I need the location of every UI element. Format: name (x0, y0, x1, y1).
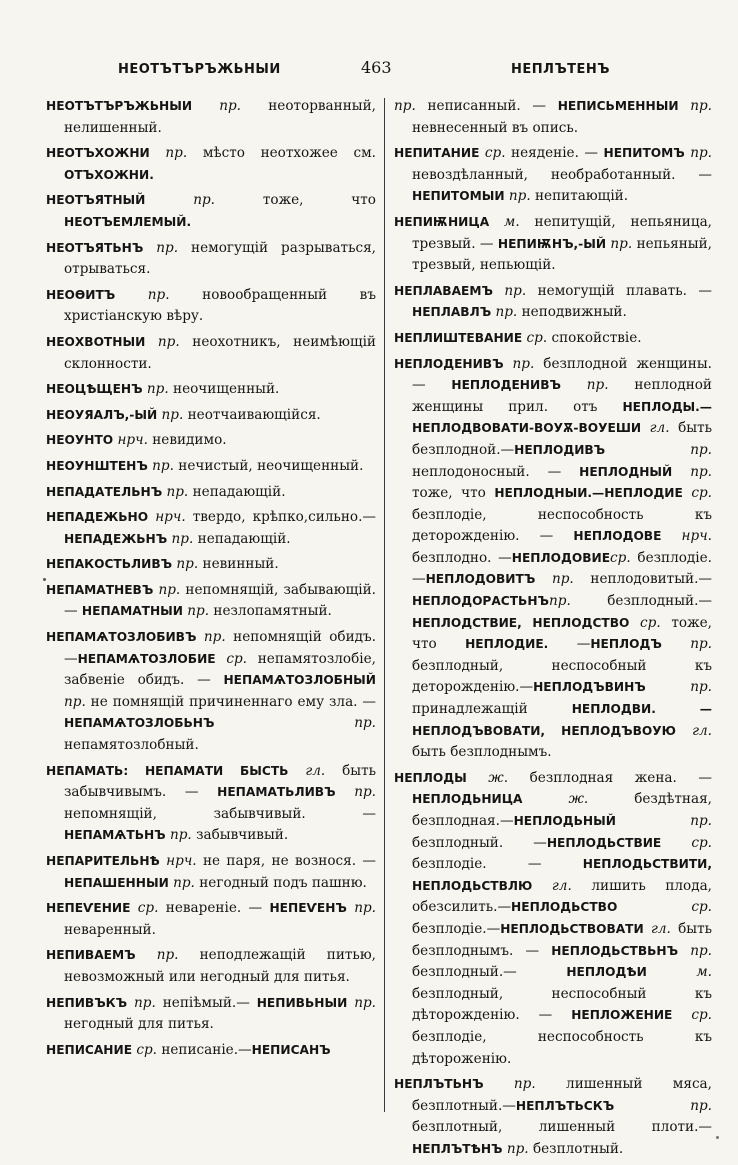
headword: НЕПЛОДОВИТЪ (425, 572, 536, 587)
definition-text: неплодной женщины прил. отъ (412, 377, 712, 415)
definition-text: не помнящій причиненнаго ему зла. — (85, 693, 376, 710)
grammar-label: пр. (196, 629, 226, 646)
headword: НЕПЛОДЫ (394, 770, 467, 785)
headword: НЕПЕѴЕНЪ (269, 901, 347, 916)
grammar-label: ср. (629, 614, 661, 631)
definition-text: непомнящій, забывчивый. — (64, 805, 376, 822)
page-number: 463 (361, 58, 392, 77)
definition-text: невоздѣланный, необработанный. — (412, 166, 712, 183)
definition-text: тоже, что (412, 485, 495, 502)
definition-text: безплодіе. — (412, 856, 583, 873)
definition-text: быть безплодной.— (412, 420, 712, 458)
grammar-label: пр. (145, 333, 180, 350)
dictionary-entry (394, 281, 712, 324)
headword: НЕОХВОТНЫИ (46, 334, 146, 349)
grammar-label: ср. (682, 485, 712, 502)
dictionary-entry (46, 430, 376, 452)
grammar-label: пр. (157, 406, 184, 423)
headword: НЕПАМѦТЬНЪ (64, 828, 166, 843)
print-speck (716, 1136, 719, 1139)
headword: НЕПЛОДСТВИЕ, НЕПЛОДСТВО (412, 615, 630, 630)
dictionary-entry (46, 993, 376, 1036)
definition-text: тоже, что (215, 192, 376, 209)
headword: НЕПЛОДЬНЫЙ (513, 814, 616, 828)
dictionary-entry (46, 627, 376, 757)
definition-text: непитущій, непьяница, трезвый. — (412, 213, 712, 252)
headword: НЕПЛОДОВЕ (573, 529, 662, 544)
grammar-label: пр. (560, 377, 609, 394)
headword: НЕПЛЪТЬНЪ (394, 1077, 484, 1092)
definition-text: неписаніе.— (157, 1041, 252, 1058)
grammar-label: пр. (503, 355, 535, 372)
headword: НЕПЛОДВИ. — НЕПЛОДЪВОВАТИ, НЕПЛОДЪВОУЮ (412, 702, 712, 738)
headword: НЕПЛОДОРАСТЬНЪ (412, 594, 549, 609)
dictionary-entry (46, 332, 376, 375)
definition-text: негодный подъ пашню. (194, 874, 367, 891)
grammar-label: нрч. (148, 509, 186, 526)
grammar-label: гл. (643, 920, 671, 937)
grammar-label: пр. (162, 483, 189, 500)
headword: НЕПИТОМЫИ (412, 189, 505, 204)
definition-text: безплодіе, неспособность къ дѣтороженію. (412, 1028, 712, 1067)
dictionary-entry (46, 285, 376, 328)
headword: НЕПЕѴЕНИЕ (46, 901, 131, 916)
grammar-label: пр. (115, 286, 170, 303)
headword: НЕПЛОДЬНИЦА (412, 792, 523, 807)
grammar-label: ср. (215, 650, 247, 667)
grammar-label: пр. (149, 145, 188, 162)
dictionary-entry (46, 143, 376, 186)
grammar-label: пр. (153, 581, 181, 598)
grammar-label: пр. (335, 784, 376, 801)
grammar-label: пр. (165, 827, 192, 844)
definition-text: безплодной женщины. — (412, 355, 712, 394)
grammar-label: пр. (143, 239, 179, 256)
grammar-label: пр. (145, 192, 216, 209)
grammar-label: пр. (192, 98, 242, 114)
grammar-label: м. (489, 213, 520, 230)
definition-text: негодный для питья. (64, 1016, 214, 1033)
headword: НЕОУНШТЕНЪ (46, 458, 148, 473)
definition-text: тоже, что (412, 614, 712, 653)
grammar-label: пр. (167, 530, 194, 547)
headword: НЕПАМѦТОЗЛОБЬНЪ (64, 716, 215, 731)
dictionary-entry (46, 761, 376, 847)
definition-text: невнесенный въ опись. (412, 119, 579, 136)
headword: НЕПЛАВАЕМЪ (394, 283, 493, 298)
grammar-label: пр. (483, 1076, 536, 1093)
definition-text: невинный. (198, 556, 279, 573)
definition-text: непомнящій, забывающій. — (64, 581, 376, 620)
column-divider (384, 98, 385, 1112)
headword: НЕПЛОЖЕНИЕ (571, 1008, 673, 1023)
grammar-label: ср. (132, 1041, 157, 1058)
headword: НЕОУЯАЛЪ,-ЫЙ (46, 407, 158, 422)
definition-text: непитающій. (530, 188, 629, 205)
grammar-label: пр. (491, 304, 518, 321)
definition-text: безплодіе, неспособность къ деторожденію. — (412, 506, 712, 545)
headword: НЕПЛОДИЕ. (465, 637, 549, 652)
definition-text: непамятозлобіе, забвеніе обидъ. — (64, 650, 376, 689)
grammar-label: пр. (346, 900, 376, 917)
headword: НЕПАМАТЬЛИВЪ (217, 785, 336, 800)
headword: НЕПИСАНИЕ (46, 1042, 133, 1057)
headword: НЕПЛОДЫ.—НЕПЛОДВОВАТИ-ВОУѪ-ВОУЕШИ (412, 399, 712, 436)
headword: НЕПИВЬНЫИ (256, 995, 348, 1010)
definition-text: неочищенный. (168, 381, 280, 398)
running-head-left: НЕОТЪТЪРЪЖЬНЫИ (118, 62, 281, 77)
definition-text: непомнящій обидъ.— (64, 629, 376, 667)
headword: НЕПАМѦТОЗЛОБИВЪ (46, 630, 197, 645)
grammar-label: пр. (135, 947, 179, 964)
headword: НЕПЛОДНЫЙ (579, 464, 673, 479)
definition-text: непамятозлобный. (64, 737, 199, 754)
grammar-label: ж. (466, 769, 509, 786)
grammar-label: пр. (214, 715, 376, 732)
definition-text: безплотный. (528, 1140, 624, 1157)
definition-text: спокойствіе. (547, 329, 642, 346)
dictionary-entry (46, 851, 376, 894)
grammar-label: пр. (549, 593, 571, 610)
grammar-label: пр. (182, 603, 210, 620)
definition-text: — (548, 636, 591, 653)
definition-text: неплодовитый.— (573, 571, 712, 588)
headword: НЕПЛИШТЕВАНИЕ (394, 330, 523, 345)
definition-text: быть безплоднымъ. (412, 744, 552, 761)
definition-text: неотчаивающійся. (183, 406, 321, 423)
page-header (0, 56, 738, 86)
definition-text: безплотный, лишенный плоти.— (412, 1119, 712, 1136)
definition-text: неплодоносный. — (412, 463, 580, 480)
definition-text: незлопамятный. (209, 603, 332, 620)
headword: НЕПЛОДЕНИВЪ (394, 356, 504, 371)
definition-text: не паря, не вознося. — (196, 853, 376, 869)
dictionary-entry (46, 580, 376, 623)
headword: НЕПИѬНЪ,-ЫЙ (497, 236, 607, 251)
headword: НЕПАМАТНЫИ (81, 604, 183, 619)
grammar-label: пр. (678, 98, 712, 114)
headword: НЕОУНТО (46, 433, 114, 448)
grammar-label: гл. (532, 877, 572, 894)
dictionary-entry (46, 238, 376, 281)
headword: НЕОѲИТЪ (46, 287, 116, 302)
grammar-label: ср. (672, 1007, 712, 1024)
headword: НЕПЛОДЕНИВЪ (451, 378, 561, 393)
definition-text: безплодный.— (412, 964, 567, 981)
headword: НЕПЛАВЛЪ (412, 305, 492, 320)
dictionary-entry (46, 379, 376, 401)
headword: НЕПАРИТЕЛЬНѢ (46, 854, 160, 868)
definition-text: безплодный, неспособный къ деторожденію.— (412, 657, 712, 696)
definition-text: бездѣтная, безплодная.— (412, 791, 712, 829)
headword: НЕПЛОДЪВИНЪ (533, 680, 646, 695)
headword: НЕПЛОДЬСТВО (511, 900, 618, 915)
definition-text: неподлежащій питью, невозможный или негодный для питья. (64, 947, 376, 985)
grammar-label: пр. (64, 693, 86, 710)
grammar-label: пр. (147, 457, 174, 474)
headword: НЕОТЪЯТНЫЙ (46, 193, 146, 208)
grammar-label: пр. (172, 556, 199, 573)
grammar-label: пр. (661, 636, 712, 653)
headword: НЕПАШЕННЫИ (64, 875, 169, 890)
headword: НЕПАДАТЕЛЬНЪ (46, 484, 163, 499)
definition-text: неоторванный, нелишенный. (64, 98, 376, 136)
grammar-label: пр. (684, 145, 712, 162)
dictionary-entry (46, 945, 376, 988)
definition-text: непадающій. (188, 483, 286, 500)
definition-text: быть забывчивымъ. — (64, 762, 376, 801)
grammar-label: пр. (535, 571, 574, 588)
headword: НЕПЛЪТѢНЪ (412, 1141, 503, 1156)
dictionary-entry (394, 328, 712, 350)
grammar-label: ж. (522, 791, 589, 808)
dictionary-entry (394, 768, 712, 1070)
definition-text: неохотникъ, неимѣющій склонности. (64, 333, 376, 372)
definition-text: безплодный.— (570, 593, 712, 610)
dictionary-entry (46, 456, 376, 478)
definition-text: безплодно. — (412, 549, 512, 566)
headword: НЕОЦѢЩЕНЪ (46, 382, 143, 397)
grammar-label: ср. (522, 329, 548, 346)
headword: НЕПАМАТНЕВЪ (46, 582, 154, 597)
dictionary-entry (46, 1040, 376, 1062)
headword: НЕПАДЕЖЬНО (46, 510, 149, 525)
definition-text: лишить плода, обезсилить.— (412, 877, 713, 916)
grammar-label: м. (646, 964, 712, 981)
grammar-label: пр. (615, 813, 712, 829)
grammar-label: пр. (142, 381, 169, 398)
definition-text: мѣсто неотхожее см. (187, 145, 376, 162)
headword: НЕПЛОДѢИ (566, 965, 647, 980)
headword: НЕПИѬНИЦА (394, 214, 490, 229)
definition-text: безплодіе.— (412, 920, 501, 937)
definition-text: невидимо. (147, 432, 227, 449)
definition-text: непьяный, трезвый, непьющій. (412, 235, 712, 274)
headword: НЕПЛОДЬСТВЬНЪ (551, 943, 679, 958)
definition-text: неваренный. (64, 921, 156, 938)
grammar-label: ср. (617, 899, 712, 916)
grammar-label: пр. (394, 98, 416, 114)
dictionary-entry (394, 143, 712, 208)
headword: НЕОТЪТЪРЪЖЬНЫИ (46, 99, 193, 113)
running-head-right: НЕПЛЪТЕНЪ (511, 62, 610, 77)
definition-text: новообращенный въ христіанскую вѣру. (64, 286, 376, 325)
grammar-label: пр. (492, 282, 527, 299)
grammar-label: пр. (127, 994, 156, 1011)
definition-text: принадлежащій (412, 701, 572, 718)
grammar-label: пр. (678, 942, 712, 959)
headword: НЕПАДЕЖЬНЪ (64, 531, 168, 546)
headword: НЕПЛОДЬСТВОВАТИ (500, 921, 644, 936)
definition-text: твердо, крѣпко,сильно.— (185, 509, 376, 526)
dictionary-entry (394, 96, 712, 139)
left-column (46, 96, 376, 1065)
definition-text: невареніе. — (158, 900, 270, 917)
grammar-label: ср. (479, 145, 506, 162)
dictionary-entry (46, 482, 376, 504)
definition-text: неписанный. — (415, 98, 558, 114)
dictionary-entry (46, 507, 376, 550)
grammar-label: гл. (641, 420, 670, 437)
dictionary-entry (46, 190, 376, 233)
headword: НЕПИСЬМЕННЫИ (557, 99, 679, 113)
grammar-label: пр. (605, 441, 712, 458)
headword: НЕПАМѦТОЗЛОБНЫЙ (223, 673, 376, 688)
grammar-label: пр. (504, 188, 531, 205)
headword: НЕОТЪЯТЬНЪ (46, 240, 144, 255)
definition-text: безплодный. — (412, 834, 547, 851)
grammar-label: нрч. (113, 432, 148, 449)
grammar-label: пр. (672, 463, 712, 480)
grammar-label: пр. (606, 235, 633, 252)
headword: НЕПЛЪТЬСКЪ (515, 1098, 615, 1113)
grammar-label: пр. (168, 874, 195, 891)
definition-text: забывчивый. (191, 827, 289, 844)
definition-text: безплодіе.— (412, 549, 712, 588)
dictionary-entry (46, 898, 376, 941)
definition-text: немогущій плавать. — (526, 282, 712, 299)
grammar-label: ср. (610, 549, 631, 566)
dictionary-entry (46, 405, 376, 427)
headword: НЕПЛОДЬСТВИЕ (546, 835, 662, 850)
dictionary-entry (394, 354, 712, 764)
headword: ОТЪХОЖНИ. (64, 167, 154, 182)
headword: НЕПИТАНИЕ (394, 146, 480, 161)
definition-text: непадающій. (193, 530, 291, 547)
grammar-label: нрч. (159, 853, 197, 869)
headword: НЕПИВАЕМЪ (46, 948, 136, 963)
definition-text: неяденіе. — (505, 145, 604, 162)
grammar-label: пр. (614, 1097, 712, 1114)
definition-text: неподвижный. (517, 304, 627, 321)
grammar-label: ср. (661, 834, 712, 851)
headword: НЕПЛОДЬСТВИТИ, НЕПЛОДЬСТВЛЮ (412, 857, 712, 893)
dictionary-entry (394, 212, 712, 277)
grammar-label: пр. (347, 994, 376, 1011)
dictionary-entry (46, 554, 376, 576)
headword: НЕОТЪХОЖНИ (46, 146, 150, 161)
definition-text: лишенный мяса, безплотный.— (412, 1076, 712, 1114)
headword: НЕПАМАТЬ: НЕПАМАТИ БЫСТЬ (46, 763, 289, 778)
headword: НЕПАКОСТЬЛИВЪ (46, 557, 173, 572)
headword: НЕПИВЪКЪ (46, 995, 128, 1010)
grammar-label: пр. (502, 1140, 529, 1157)
headword: НЕПИТОМЪ (603, 146, 685, 161)
headword: НЕОТЪЕМЛЕМЫЙ. (64, 214, 192, 229)
definition-text: безплодная жена. — (508, 769, 712, 786)
definition-text: нечистый, неочищенный. (173, 457, 364, 474)
headword: НЕПЛОДИВЪ (514, 442, 606, 457)
headword: НЕПЛОДНЫИ.—НЕПЛОДИЕ (494, 486, 683, 501)
grammar-label: гл. (288, 762, 326, 779)
right-column (394, 96, 712, 1165)
headword: НЕПЛОДОВИЕ (511, 550, 611, 565)
definition-text: немогущій разрываться, отрываться. (64, 239, 376, 278)
definition-text: безплодный, неспособный къ дѣторожденію. — (412, 985, 712, 1024)
definition-text: быть безплоднымъ. — (412, 920, 712, 959)
grammar-label: пр. (645, 679, 712, 696)
grammar-label: ср. (130, 900, 159, 917)
dictionary-entry (46, 96, 376, 139)
headword: НЕПАМѦТОЗЛОБИЕ (77, 651, 216, 666)
headword: НЕПИСАНЪ (251, 1042, 331, 1057)
grammar-label: гл. (675, 722, 712, 739)
grammar-label: нрч. (661, 528, 712, 545)
definition-text: непіѣмый.— (155, 994, 257, 1011)
headword: НЕПЛОДЪ (590, 637, 662, 652)
print-speck (43, 578, 46, 581)
